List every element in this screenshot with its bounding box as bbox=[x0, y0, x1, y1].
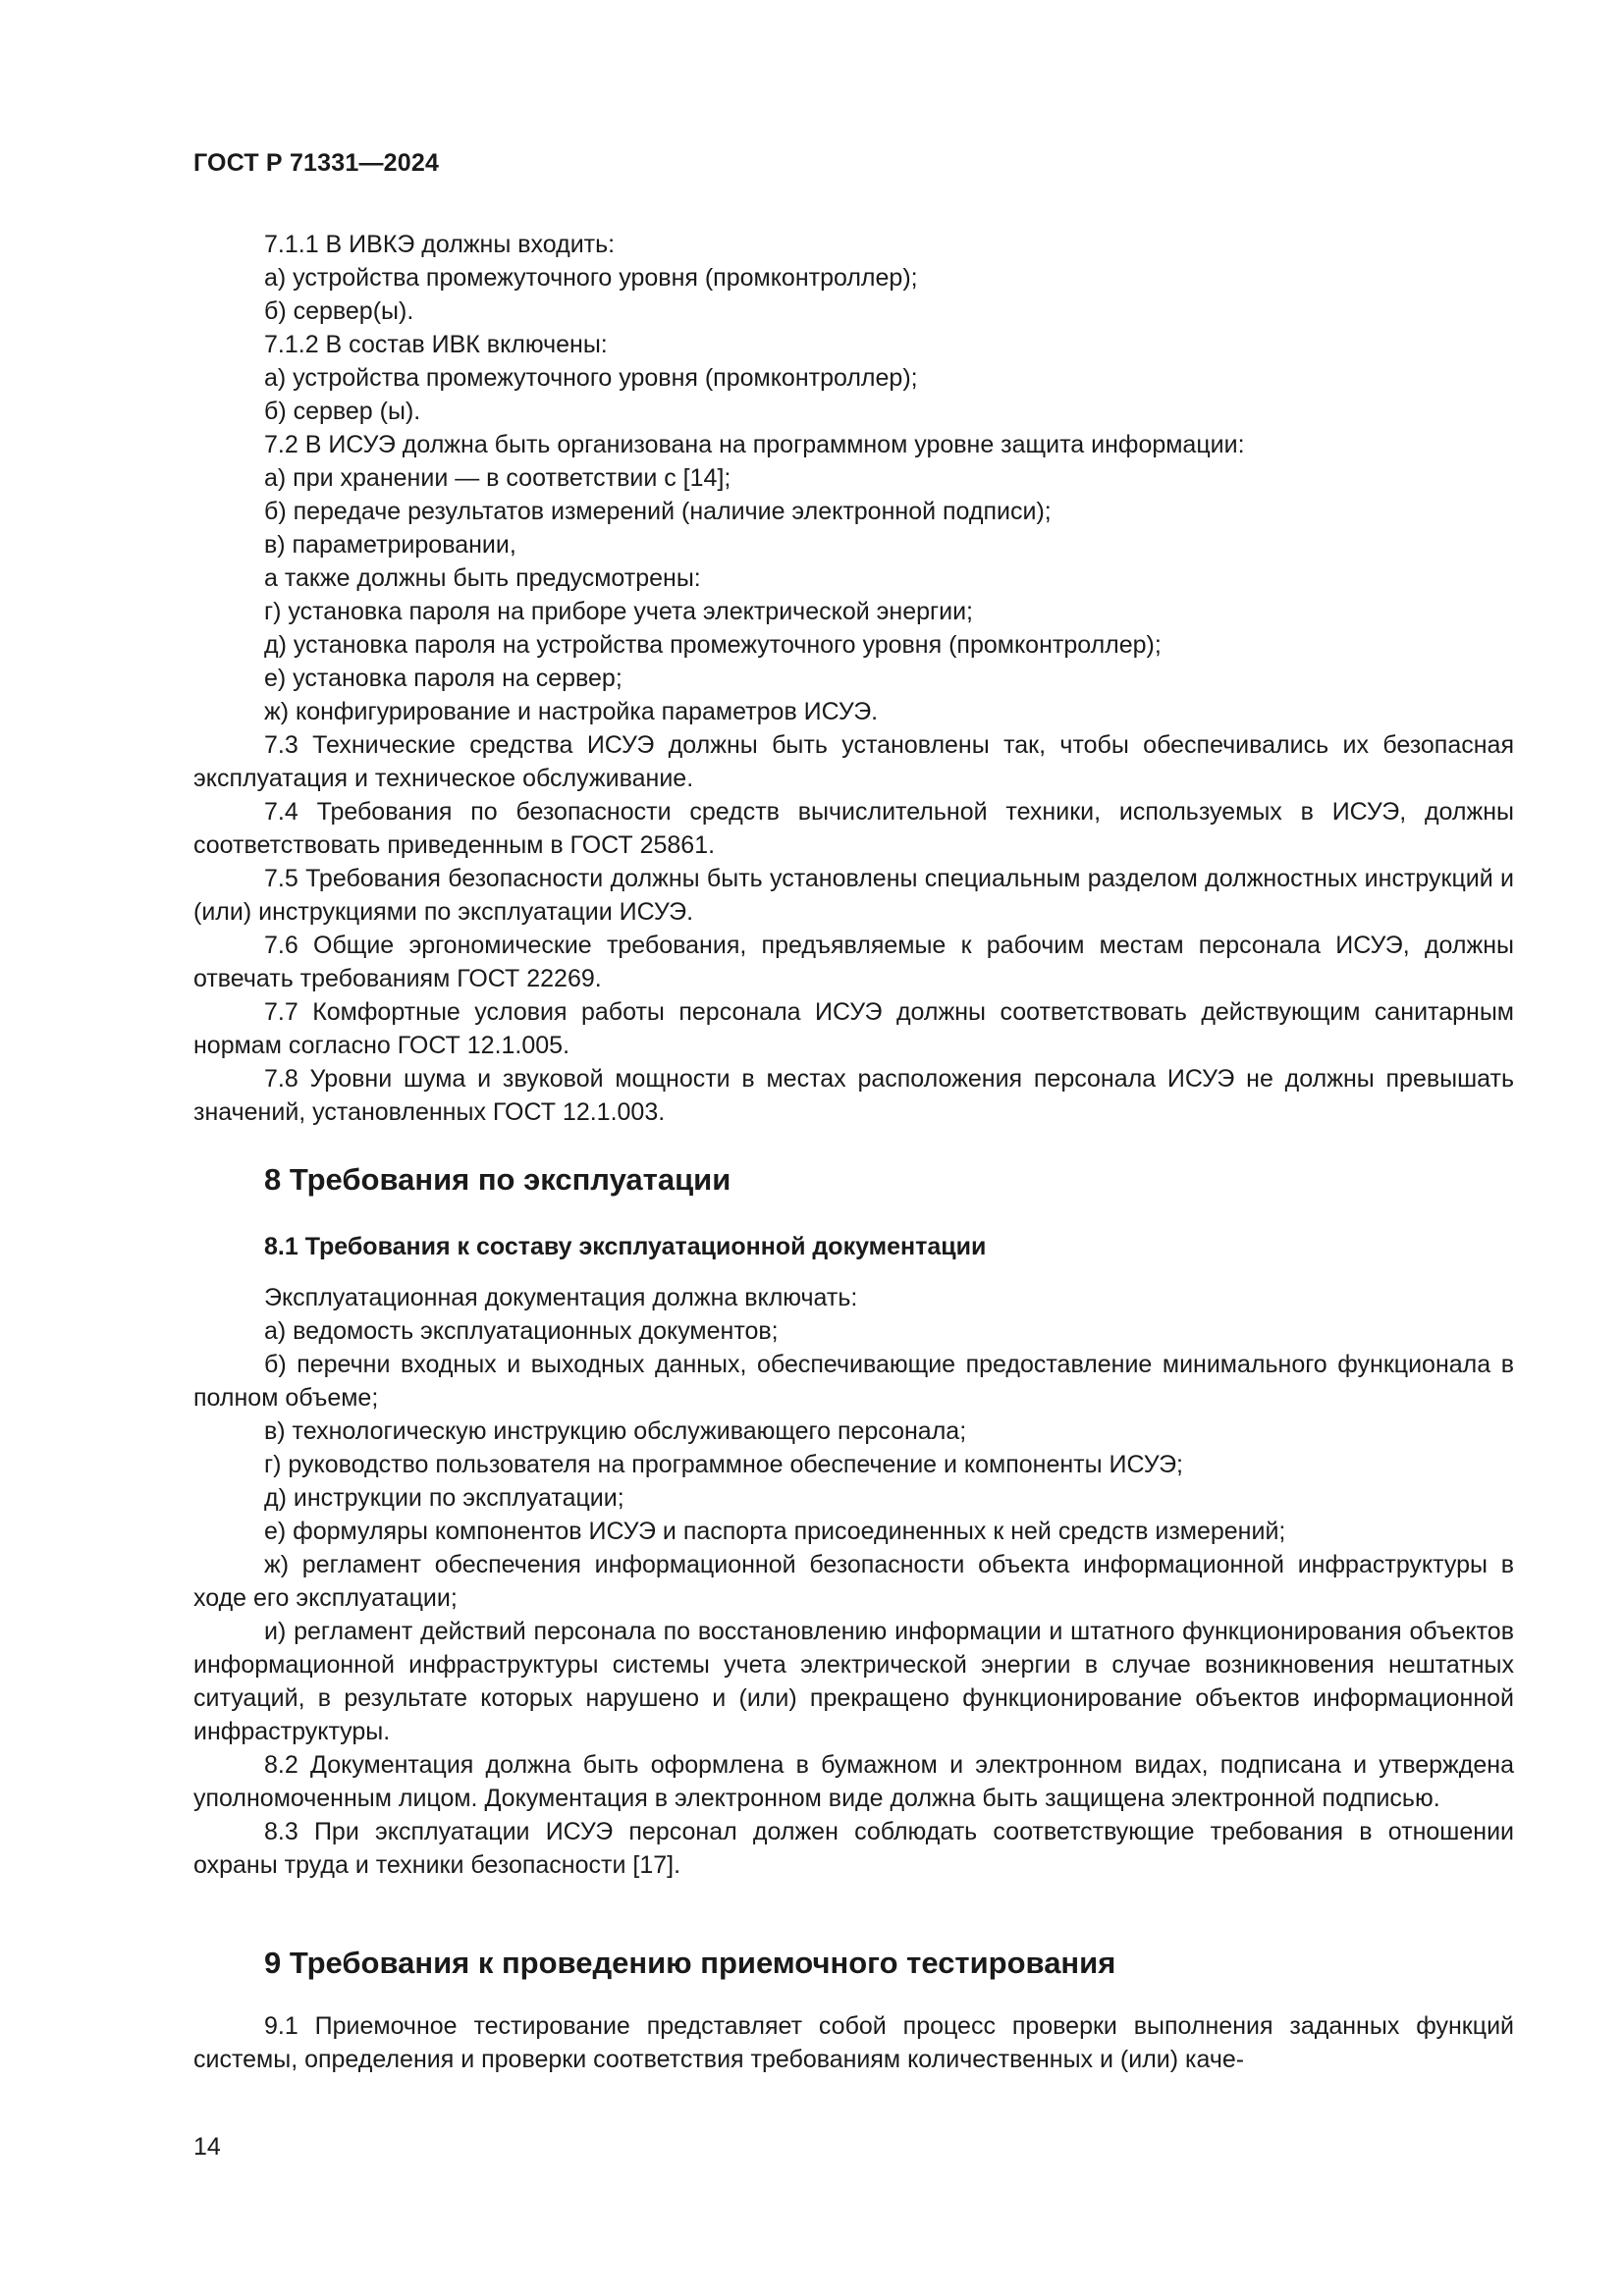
list-item: а) устройства промежуточного уровня (промконтроллер); bbox=[264, 264, 918, 292]
list-item: б) сервер (ы). bbox=[264, 398, 421, 425]
list-item: г) установка пароля на приборе учета электрической энергии; bbox=[264, 598, 973, 625]
list-item: в) параметрировании, bbox=[264, 531, 516, 559]
list-item: б) перечни входных и выходных данных, обеспечивающие предоставление минимального функционала в полном объеме; bbox=[193, 1351, 1514, 1412]
document-header: ГОСТ Р 71331—2024 bbox=[193, 149, 440, 177]
list-item: и) регламент действий персонала по восстановлению информации и штатного функционирования объектов информационной инфраструктуры системы учета электрической энергии в случае возникновения нештатных ситуаций, в результате которых нарушено и (или) прекращено функционирование объектов информационной инфраструктуры. bbox=[193, 1618, 1514, 1745]
section-9-heading-block bbox=[193, 1946, 1514, 1981]
section-7-body bbox=[193, 228, 1514, 1129]
paragraph: 7.2 В ИСУЭ должна быть организована на программном уровне защита информации: bbox=[264, 431, 1245, 458]
list-item: а) устройства промежуточного уровня (промконтроллер); bbox=[264, 364, 918, 392]
paragraph: 7.1.1 В ИВКЭ должны входить: bbox=[264, 231, 616, 258]
list-item: г) руководство пользователя на программное обеспечение и компоненты ИСУЭ; bbox=[264, 1451, 1183, 1478]
paragraph: 7.7 Комфортные условия работы персонала ИСУЭ должны соответствовать действующим санитарным нормам согласно ГОСТ 12.1.005. bbox=[193, 998, 1514, 1059]
section-9-body bbox=[193, 2009, 1514, 2076]
list-item: а) ведомость эксплуатационных документов; bbox=[264, 1317, 779, 1345]
list-item: б) сервер(ы). bbox=[264, 297, 414, 325]
list-item: е) формуляры компонентов ИСУЭ и паспорта присоединенных к ней средств измерений; bbox=[264, 1518, 1286, 1545]
paragraph: 9.1 Приемочное тестирование представляет собой процесс проверки выполнения заданных функций системы, определения и проверки соответствия требованиям количественных и (или) каче- bbox=[193, 2012, 1514, 2073]
list-item: е) установка пароля на сервер; bbox=[264, 665, 623, 692]
list-item: в) технологическую инструкцию обслуживающего персонала; bbox=[264, 1417, 967, 1445]
paragraph: 8.2 Документация должна быть оформлена в бумажном и электронном видах, подписана и утверждена уполномоченным лицом. Документация в электронном виде должна быть защищена электронной подписью. bbox=[193, 1751, 1514, 1812]
paragraph: 7.8 Уровни шума и звуковой мощности в местах расположения персонала ИСУЭ не должны превышать значений, установленных ГОСТ 12.1.003. bbox=[193, 1065, 1514, 1126]
list-item: а) при хранении — в соответствии с [14]; bbox=[264, 464, 731, 492]
paragraph: Эксплуатационная документация должна включать: bbox=[264, 1284, 858, 1311]
list-item: д) инструкции по эксплуатации; bbox=[264, 1484, 624, 1512]
paragraph: 7.4 Требования по безопасности средств вычислительной техники, используемых в ИСУЭ, должны соответствовать приведенным в ГОСТ 25861. bbox=[193, 798, 1514, 859]
paragraph: 7.3 Технические средства ИСУЭ должны быть установлены так, чтобы обеспечивались их безопасная эксплуатация и техническое обслуживание. bbox=[193, 731, 1514, 792]
section-heading: 8 Требования по эксплуатации bbox=[264, 1162, 731, 1197]
page-number: 14 bbox=[193, 2133, 221, 2161]
list-item: ж) конфигурирование и настройка параметров ИСУЭ. bbox=[264, 698, 879, 725]
paragraph: а также должны быть предусмотрены: bbox=[264, 564, 701, 592]
list-item: б) передаче результатов измерений (наличие электронной подписи); bbox=[264, 498, 1052, 525]
list-item: д) установка пароля на устройства промежуточного уровня (промконтроллер); bbox=[264, 631, 1162, 659]
section-heading: 9 Требования к проведению приемочного тестирования bbox=[264, 1946, 1116, 1980]
paragraph: 8.3 При эксплуатации ИСУЭ персонал должен соблюдать соответствующие требования в отношении охраны труда и техники безопасности [17]. bbox=[193, 1818, 1514, 1879]
subsection-heading: 8.1 Требования к составу эксплуатационной документации bbox=[264, 1233, 987, 1260]
section-8-heading-block bbox=[193, 1162, 1514, 1198]
section-8-subheading-block bbox=[193, 1233, 1514, 1261]
paragraph: 7.1.2 В состав ИВК включены: bbox=[264, 331, 608, 358]
list-item: ж) регламент обеспечения информационной безопасности объекта информационной инфраструктуры в ходе его эксплуатации; bbox=[193, 1551, 1514, 1612]
section-8-body bbox=[193, 1281, 1514, 1882]
paragraph: 7.5 Требования безопасности должны быть установлены специальным разделом должностных инструкций и (или) инструкциями по эксплуатации ИСУЭ. bbox=[193, 865, 1514, 926]
paragraph: 7.6 Общие эргономические требования, предъявляемые к рабочим местам персонала ИСУЭ, должны отвечать требованиям ГОСТ 22269. bbox=[193, 932, 1514, 992]
